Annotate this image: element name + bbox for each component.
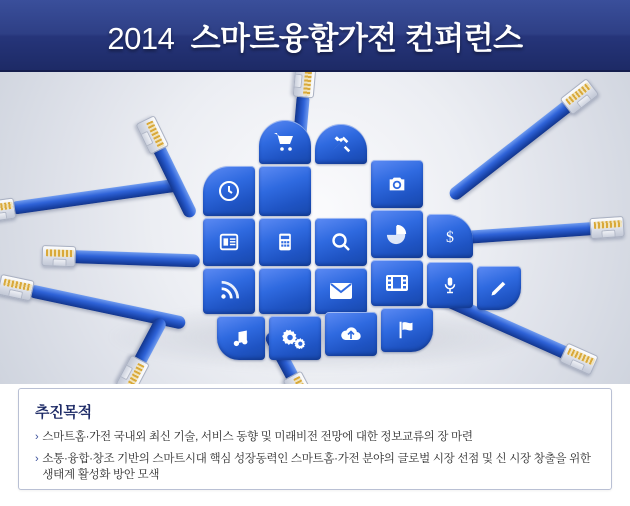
clock-icon [217,179,241,203]
purpose-infobox [18,388,612,490]
tile-list-icon [203,218,255,266]
music-note-icon [231,327,251,349]
flag-icon [396,319,418,341]
tile-tools-icon [315,124,367,164]
tile-flag-icon [381,308,433,352]
page-title [107,13,522,58]
bullet-marker-icon: › [35,452,39,465]
dollar-icon [440,225,460,247]
cloud-upload-icon [339,324,363,344]
bullet-marker-icon: › [35,431,39,443]
tile-pen-icon [477,266,521,310]
list-item-text: 스마트홈·가전 국내외 최신 기술, 서비스 동향 및 미래비전 전망에 대한 정보교류의 장 마련 [42,431,473,443]
pen-icon [489,278,509,298]
list-item [35,429,595,446]
gears-icon [282,327,308,349]
piechart-icon [386,223,408,245]
tile-calculator-icon [259,218,311,266]
tile-film-icon [371,260,423,306]
tile-music-note-icon [217,316,265,360]
tile-rss-icon [203,268,255,314]
footer-spacer [0,497,630,506]
tile-cloud-upload-icon [325,312,377,356]
tile-blank [259,166,311,216]
list-item [35,451,595,484]
tile-blank [259,268,311,314]
tile-cart-icon [259,120,311,164]
microphone-icon [441,274,459,296]
purpose-bullet-list [35,429,595,484]
svg-text:$: $ [446,228,454,246]
calculator-icon [275,231,295,253]
page-header [0,0,630,72]
infobox-title: 추진목적 [35,404,92,421]
mail-icon [329,282,353,300]
rss-icon [218,280,240,302]
list-icon [218,231,240,253]
list-item-text: 소통·융합·창조 기반의 스마트시대 핵심 성장동력인 스마트홈·가전 분야의 글로벌 시장 선점 및 신 시장 창출을 위한 생태계 활성화 방안 모색 [42,452,591,482]
tools-icon [330,133,352,155]
search-icon [329,230,353,254]
tile-mail-icon [315,268,367,314]
tile-search-icon [315,218,367,266]
tile-clock-icon [203,166,255,216]
tile-microphone-icon [427,262,473,308]
tile-piechart-icon [371,210,423,258]
page-title-year: 2014 [107,20,175,56]
cart-icon [273,130,297,154]
camera-icon [385,173,409,195]
tile-dollar-icon [427,214,473,258]
hero-illustration [0,72,630,384]
page-title-main: 스마트융합가전 컨퍼런스 [190,20,523,56]
tile-camera-icon [371,160,423,208]
film-icon [385,273,409,293]
tile-gears-icon [269,316,321,360]
cloud-icon-grid [175,120,460,335]
